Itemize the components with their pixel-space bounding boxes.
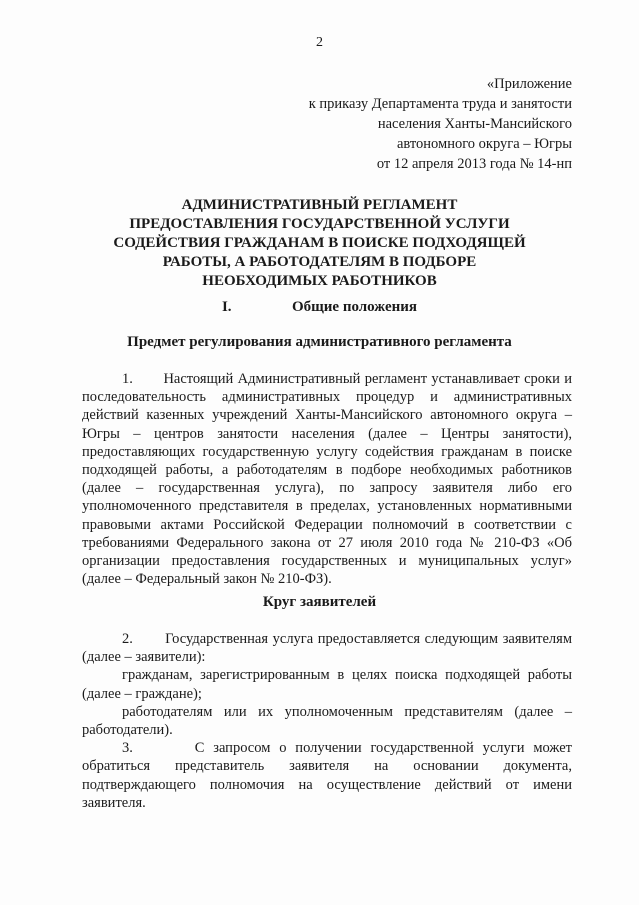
subheading-subject: Предмет регулирования административного регламента — [127, 334, 512, 350]
paragraph-employers: работодателям или их уполномоченным представителям (далее – работодатели). — [82, 703, 572, 739]
appendix-line: от 12 апреля 2013 года № 14-нп — [376, 156, 572, 172]
page-number: 2 — [316, 35, 323, 50]
paragraph-citizens: гражданам, зарегистрированным в целях поиска подходящей работы (далее – граждане); — [82, 667, 572, 702]
title-line: ПРЕДОСТАВЛЕНИЯ ГОСУДАРСТВЕННОЙ УСЛУГИ — [129, 216, 510, 232]
section-number: I. — [221, 299, 232, 315]
section-heading — [0, 299, 639, 316]
title-line: РАБОТЫ, А РАБОТОДАТЕЛЯМ В ПОДБОРЕ — [162, 254, 477, 270]
title-line: АДМИНИСТРАТИВНЫЙ РЕГЛАМЕНТ — [181, 197, 458, 213]
title-line: НЕОБХОДИМЫХ РАБОТНИКОВ — [202, 273, 437, 289]
appendix-block — [252, 74, 572, 174]
subheading-applicants: Круг заявителей — [262, 594, 377, 610]
paragraph-1: 1. Настоящий Административный регламент устанавливает сроки и последовательность административных процедур и административных действий казенных учреждений Ханты-Мансийского автономного округа – Югры – центров занятости населения (далее – Центры занятости), предоставляющих государственную услугу содействия гражданам в поиске подходящей работы, а работодателям в подборе необходимых работников (далее – государственная услуга), по запросу заявителя либо его уполномоченного представителя в пределах, установленных нормативными правовыми актами Российской Федерации полномочий в соответствии с требованиями Федерального закона от 27 июля 2010 года № 210-ФЗ «Об организации предоставления государственных и муниципальных услуг» (далее – Федеральный закон № 210-ФЗ). — [82, 371, 572, 588]
appendix-line: «Приложение — [486, 76, 572, 92]
paragraph-2: 2. Государственная услуга предоставляется следующим заявителям (далее – заявители): — [82, 631, 572, 666]
appendix-line: автономного округа – Югры — [396, 136, 572, 152]
document-title — [60, 196, 579, 291]
appendix-line: к приказу Департамента труда и занятости — [308, 96, 572, 112]
paragraph-3: 3. С запросом о получении государственной услуги может обратиться представитель заявителя на основании документа, подтверждающего полномочия на осуществление действий от имени заявителя. — [82, 740, 572, 811]
appendix-line: населения Ханты-Мансийского — [377, 116, 572, 132]
section-title: Общие положения — [291, 299, 418, 315]
title-line: СОДЕЙСТВИЯ ГРАЖДАНАМ В ПОИСКЕ ПОДХОДЯЩЕЙ — [113, 235, 526, 251]
paragraph-2-block — [82, 630, 572, 812]
